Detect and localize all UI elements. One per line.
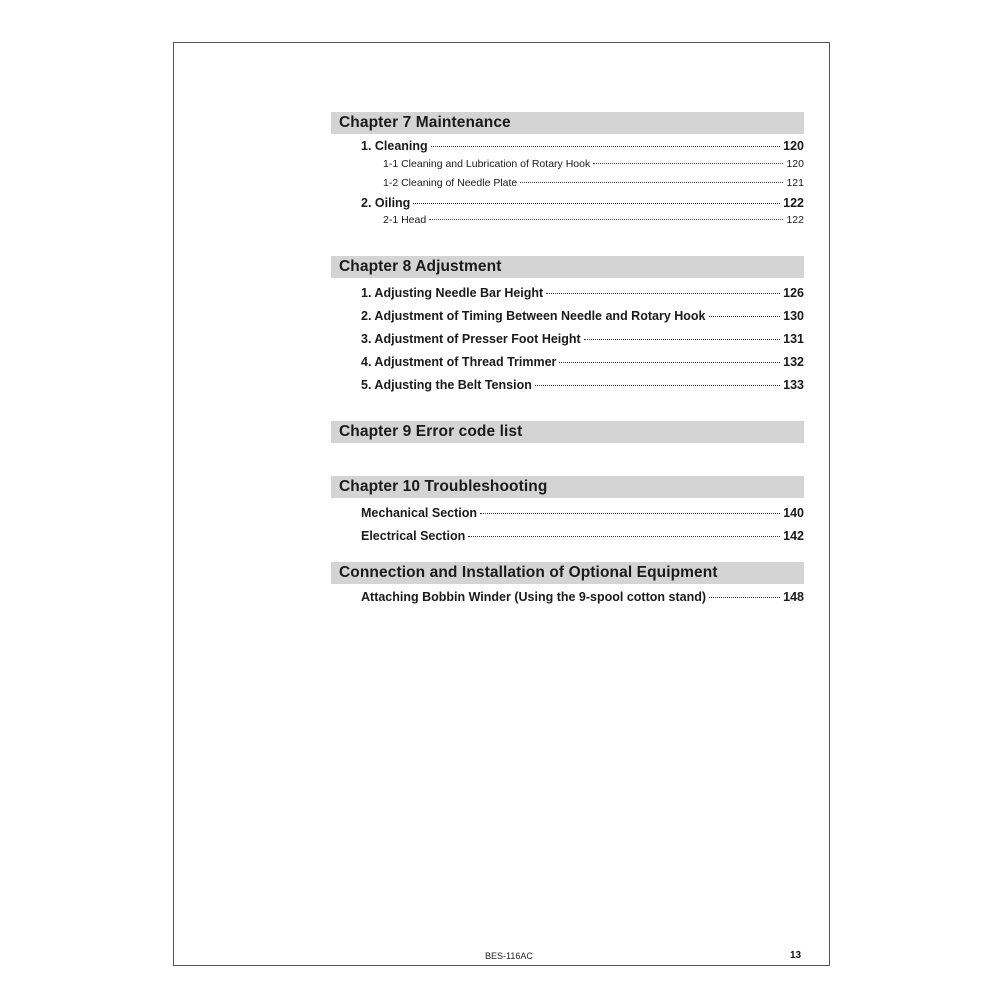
toc-entry: Mechanical Section 140 — [361, 506, 804, 520]
chapter-8-section — [331, 256, 804, 401]
toc-entry: 5. Adjusting the Belt Tension 133 — [361, 378, 804, 392]
toc-entry: 2. Adjustment of Timing Between Needle and Rotary Hook 130 — [361, 309, 804, 323]
toc-entry: 2. Oiling 122 — [361, 195, 804, 210]
chapter-10-section — [331, 476, 804, 552]
toc-subentry: 1-2 Cleaning of Needle Plate 121 — [383, 176, 804, 189]
toc-subentry: 1-1 Cleaning and Lubrication of Rotary Hook 120 — [383, 157, 804, 170]
toc-entry: Electrical Section 142 — [361, 529, 804, 543]
toc-entry: 4. Adjustment of Thread Trimmer 132 — [361, 355, 804, 369]
chapter-7-section — [331, 112, 804, 233]
table-of-contents — [331, 112, 804, 613]
chapter-heading: Chapter 7 Maintenance — [331, 112, 804, 134]
chapter-heading: Chapter 9 Error code list — [331, 421, 804, 443]
toc-entry: 1. Cleaning 120 — [361, 139, 804, 153]
toc-entry: 3. Adjustment of Presser Foot Height 131 — [361, 332, 804, 346]
chapter-9-section — [331, 421, 804, 443]
toc-subentry: 2-1 Head 122 — [383, 214, 804, 226]
optional-equipment-section — [331, 562, 804, 613]
toc-entry: 1. Adjusting Needle Bar Height 126 — [361, 286, 804, 300]
page-number: 13 — [790, 950, 802, 961]
chapter-heading: Chapter 10 Troubleshooting — [331, 476, 804, 498]
toc-entry: Attaching Bobbin Winder (Using the 9-spool cotton stand) 148 — [361, 590, 804, 604]
document-code: BES-116AC — [485, 951, 533, 961]
chapter-heading: Connection and Installation of Optional Equipment — [331, 562, 804, 584]
chapter-heading: Chapter 8 Adjustment — [331, 256, 804, 278]
